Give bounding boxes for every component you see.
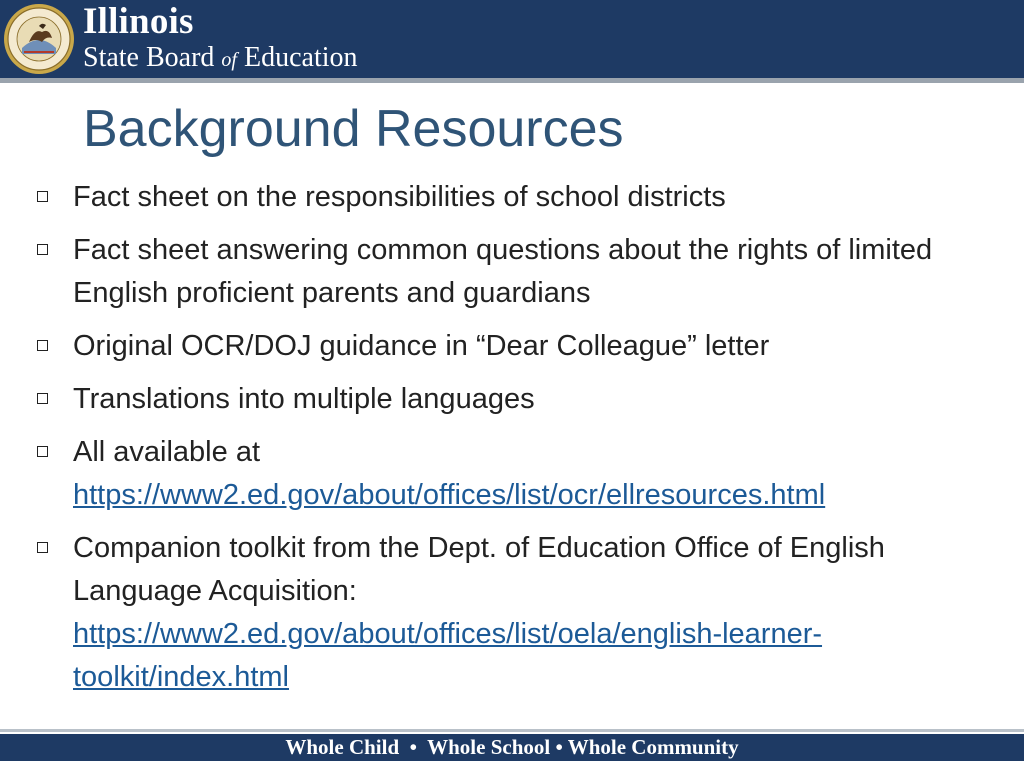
- square-bullet-icon: [37, 542, 48, 553]
- bullet-item: [37, 229, 1007, 315]
- ellresources-link[interactable]: https://www2.ed.gov/about/offices/list/ocr/ellresources.html: [73, 479, 826, 511]
- state-seal-icon: [2, 2, 76, 76]
- footer-banner: [0, 734, 1024, 761]
- bullet-text: Original OCR/DOJ guidance in “Dear Colleague” letter: [73, 330, 770, 362]
- bullet-item: [37, 527, 1007, 699]
- footer-divider: [0, 729, 1024, 732]
- square-bullet-icon: [37, 244, 48, 255]
- square-bullet-icon: [37, 191, 48, 202]
- footer-tagline: Whole Child • Whole School • Whole Community: [285, 735, 739, 759]
- bullet-text: Fact sheet answering common questions about the rights of limited English proficient parents and guardians: [73, 234, 933, 309]
- english-learner-toolkit-link[interactable]: https://www2.ed.gov/about/offices/list/oela/english-learner-toolkit/index.html: [73, 618, 823, 693]
- bullet-list: [37, 176, 1007, 709]
- org-name-illinois: Illinois: [83, 1, 194, 42]
- square-bullet-icon: [37, 340, 48, 351]
- org-name-board: [83, 44, 358, 72]
- bullet-text: Translations into multiple languages: [73, 383, 535, 415]
- bullet-text: Fact sheet on the responsibilities of school districts: [73, 181, 726, 213]
- bullet-item: [37, 325, 1007, 368]
- org-title: [83, 3, 358, 72]
- bullet-item: [37, 176, 1007, 219]
- bullet-item: [37, 431, 1007, 517]
- org-of: of: [221, 49, 237, 71]
- org-education: Education: [243, 42, 358, 73]
- slide-title: Background Resources: [83, 100, 624, 158]
- header-divider: [0, 78, 1024, 83]
- bullet-item: [37, 378, 1007, 421]
- bullet-text: Companion toolkit from the Dept. of Education Office of English Language Acquisition:: [73, 532, 885, 607]
- org-state-board: State Board: [83, 42, 215, 73]
- bullet-text: All available at: [73, 436, 260, 468]
- square-bullet-icon: [37, 446, 48, 457]
- header-banner: [0, 0, 1024, 78]
- square-bullet-icon: [37, 393, 48, 404]
